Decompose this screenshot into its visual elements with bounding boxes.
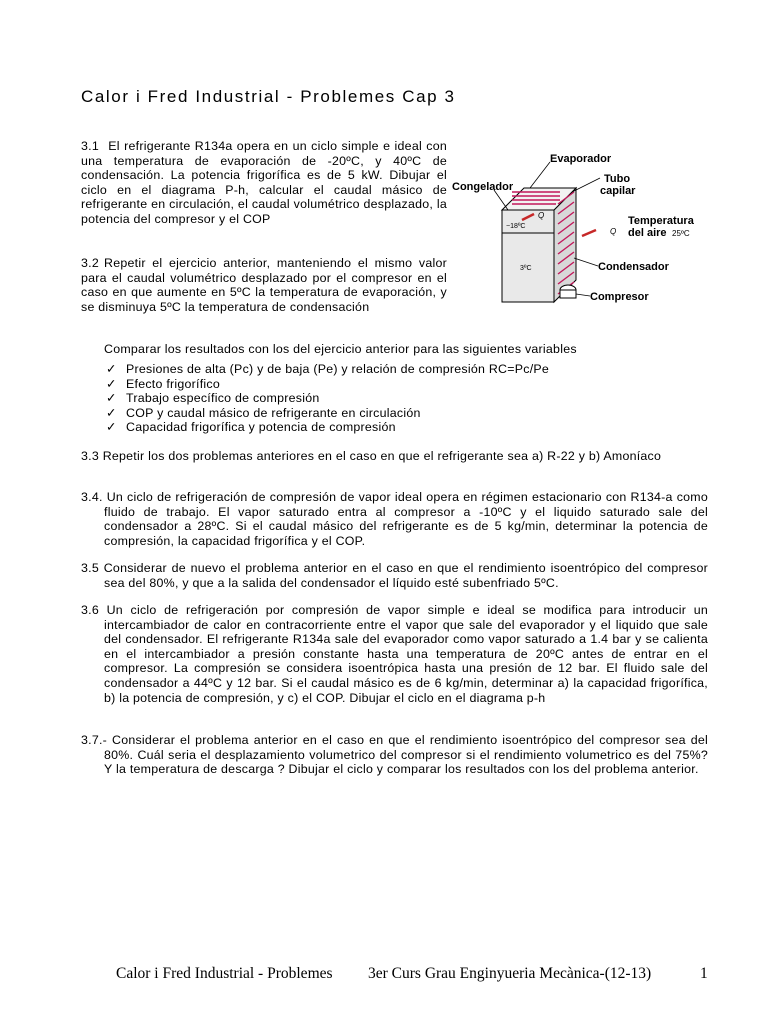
label-temperatura: Temperatura: [628, 215, 694, 227]
problem-text: [81, 256, 447, 314]
check-item: ✓ Capacidad frigorífica y potencia de compresión: [106, 420, 396, 435]
problem-number: 3.7.-: [81, 733, 108, 747]
checkmark-icon: ✓: [106, 362, 117, 376]
problem-number: 3.4.: [81, 490, 103, 504]
problem-text: [81, 603, 708, 705]
check-item: ✓ Presiones de alta (Pc) y de baja (Pe) y relación de compresión RC=Pc/Pe: [106, 362, 550, 376]
label-condensador: Condensador: [598, 261, 669, 273]
problem-text-content: Un ciclo de refrigeración por compresión de vapor simple e ideal se modifica para introducir un intercambiador de calor en contracorriente entre el vapor que sale del evaporador y el liquido que sale del condensador. El refrigerante R134a sale del evaporador como vapor saturado a 1.4 bar y se calienta en el intercambiador a presión constante hasta una temperatura de 20ºC antes de entrar en el compresor. La compresión se considera isoentrópica hasta una presión de 12 bar. El fluido sale del condensador a 44ºC y 12 bar. Si el caudal másico es de 6 kg/min, determinar a) la capacidad frigorífica, b) la potencia de compresión, y c) el COP. Dibujar el ciclo en el diagrama p-h: [104, 603, 708, 705]
label-capilar: capilar: [600, 185, 636, 197]
label-compresor: Compresor: [590, 291, 649, 303]
problem-number: 3.3: [81, 449, 99, 463]
problem-3-7: [81, 733, 708, 777]
checkmark-icon: ✓: [106, 405, 117, 420]
footer-center: 3er Curs Grau Enginyueria Mecànica-(12-13): [368, 965, 652, 982]
variables-checklist: [104, 362, 549, 435]
page-number: 1: [700, 965, 708, 982]
problem-number: 3.2: [81, 256, 99, 270]
check-item: ✓ Efecto frigorífico: [106, 376, 221, 391]
label-congelador: Congelador: [452, 181, 514, 193]
problem-text-content: Repetir los dos problemas anteriores en el caso en que el refrigerante sea a) R-22 y b) Amoníaco: [102, 449, 662, 463]
problem-3-3: [81, 449, 708, 464]
label-q-outside: Q: [610, 227, 617, 236]
problem-text-content: El refrigerante R134a opera en un ciclo simple e ideal con una temperatura de evaporación de -20ºC, y 40ºC de condensación. La potencia frigorífica es de 5 kW. Dibujar el ciclo en el diagrama P-h, calcular el caudal másico de refrigerante en circulación, el caudal volumétrico desplazado, la potencia del compresor y el COP: [81, 139, 447, 226]
compare-intro: Comparar los resultados con los del ejercicio anterior para las siguientes variables: [104, 342, 577, 356]
label-fridge-temp: 3ºC: [520, 265, 532, 272]
problem-text-content: Repetir el ejercicio anterior, manteniendo el mismo valor para el caudal volumétrico desplazado por el compresor en el caso en que aumente en 5ºC la temperatura de evaporación, y se disminuya 5ºC la temperatura de condensación: [81, 256, 447, 314]
problem-text-content: Considerar el problema anterior en el caso en que el rendimiento isoentrópico del compresor sea del 80%. Cuál seria el desplazamiento volumetrico del compresor si el rendimiento volumetrico es del 75%? Y la temperatura de descarga ? Dibujar el ciclo y comparar los resultados con los del problema anterior.: [104, 733, 708, 777]
problem-text: [81, 449, 708, 464]
check-item: ✓ COP y caudal másico de refrigerante en circulación: [106, 405, 421, 420]
problem-text: [81, 490, 708, 548]
problem-3-5: [81, 561, 708, 590]
checkmark-icon: ✓: [106, 391, 117, 406]
checkmark-icon: ✓: [106, 420, 117, 435]
problem-text: [81, 733, 708, 777]
page-title: Calor i Fred Industrial - Problemes Cap 3: [81, 87, 456, 106]
problem-text-content: Un ciclo de refrigeración de compresión de vapor ideal opera en régimen estacionario con R134-a como fluido de trabajo. El vapor saturado entra al compresor a -10ºC y el liquido saturado sale del condensador a 28ºC. Si el caudal másico del refrigerante es de 5 kg/min, determinar la potencia de compresión, la capacidad frigorífica y el COP.: [104, 490, 708, 548]
label-air-temp: 25ºC: [672, 229, 690, 238]
problem-3-1: [81, 139, 447, 227]
label-del-aire: del aire: [628, 227, 667, 239]
problem-3-6: [81, 603, 708, 705]
problem-number: 3.1: [81, 139, 99, 153]
checkmark-icon: ✓: [106, 376, 117, 391]
problem-3-2: [81, 256, 447, 314]
check-item: ✓ Trabajo específico de compresión: [106, 391, 320, 406]
problem-text-content: Considerar de nuevo el problema anterior en el caso en que el rendimiento isoentrópico del compresor sea del 80%, y que a la salida del condensador el líquido esté subenfriado 5ºC.: [103, 561, 708, 590]
label-q-inside: Q: [538, 211, 545, 220]
problem-number: 3.6: [81, 603, 99, 617]
problem-3-4: [81, 490, 708, 548]
refrigerator-diagram: [450, 148, 710, 318]
problem-text: [81, 561, 708, 590]
problem-number: 3.5: [81, 561, 99, 575]
footer-left: Calor i Fred Industrial - Problemes: [116, 965, 333, 982]
problem-text: [81, 139, 447, 227]
label-tubo: Tubo: [604, 173, 631, 185]
label-evaporador: Evaporador: [550, 153, 612, 165]
label-freezer-temp: −18ºC: [506, 223, 526, 230]
